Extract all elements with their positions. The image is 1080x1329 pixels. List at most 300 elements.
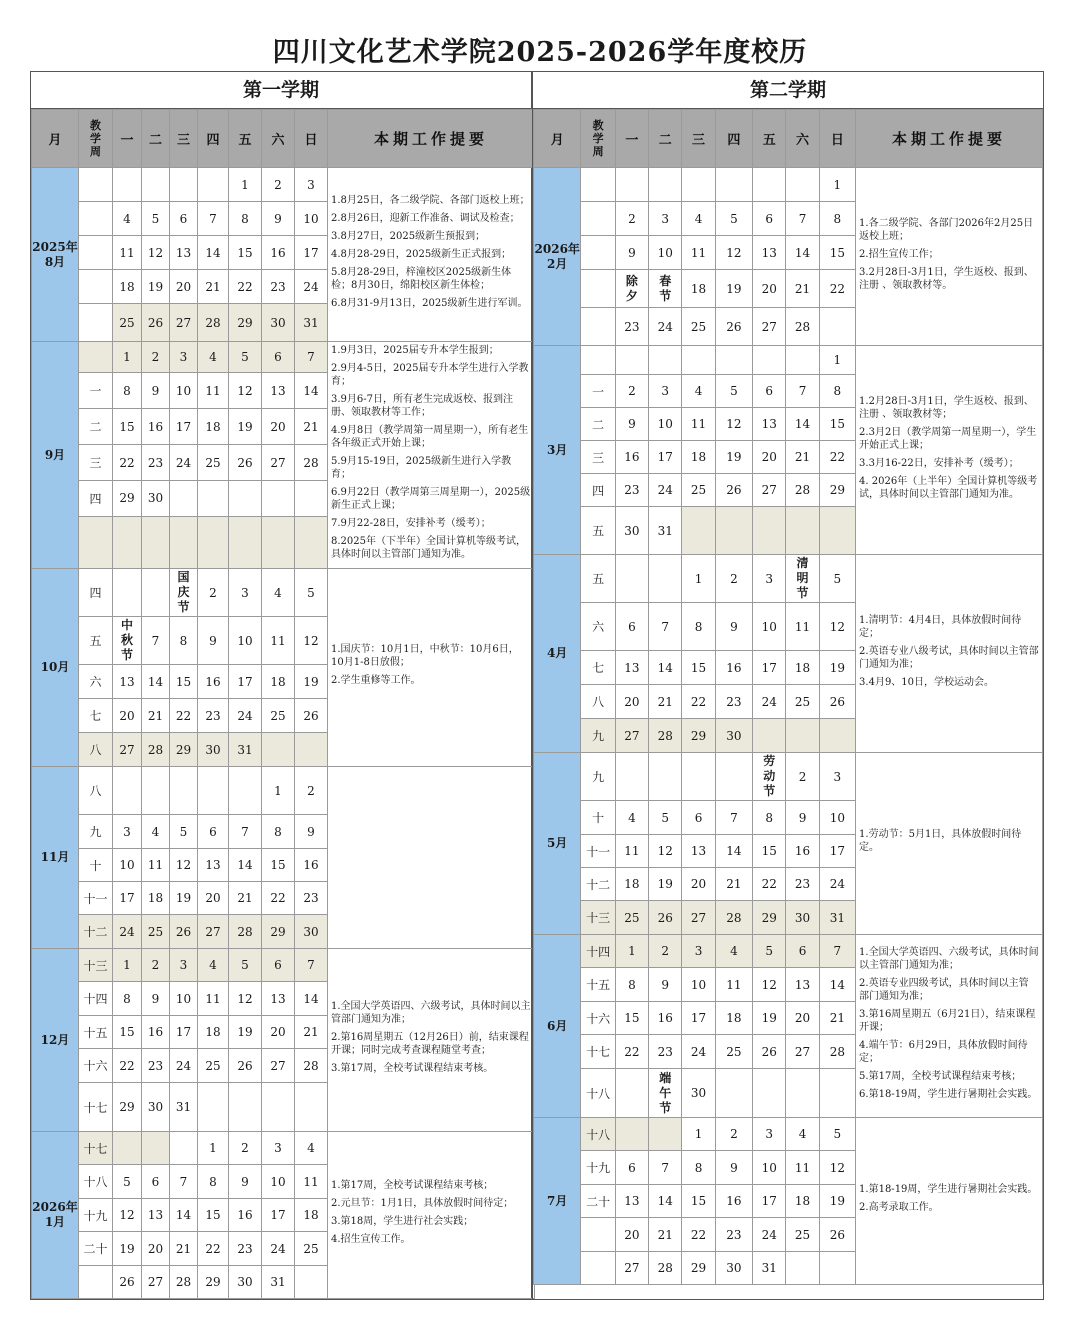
- notes-header: 本期工作提要: [856, 110, 1043, 168]
- weekday-header: 四: [715, 110, 752, 168]
- teaching-week: 十八: [581, 1069, 615, 1118]
- day-cell: 7: [229, 815, 262, 849]
- day-cell: [229, 1083, 262, 1132]
- teaching-week: 十七: [79, 1083, 113, 1132]
- teaching-week: [79, 304, 113, 342]
- day-cell: [113, 767, 142, 815]
- note-item: 2.第16周星期五（12月26日）前，结束课程开课；同时完成考查课程随堂考查；: [331, 1032, 529, 1056]
- day-cell: 9: [142, 373, 170, 409]
- day-cell: 25: [715, 1035, 752, 1069]
- day-cell: 18: [142, 882, 170, 915]
- day-cell: 17: [262, 1199, 295, 1232]
- day-cell: [786, 168, 819, 202]
- day-cell: 29: [170, 733, 198, 767]
- day-cell: [819, 719, 855, 753]
- day-cell: 23: [295, 882, 328, 915]
- week-row: [32, 342, 535, 373]
- day-cell: 29: [682, 1252, 715, 1285]
- day-cell: 2: [615, 202, 648, 236]
- day-cell: 17: [819, 835, 855, 868]
- day-cell: 12: [229, 373, 262, 409]
- day-cell: 26: [229, 1049, 262, 1083]
- day-cell: 22: [753, 868, 786, 901]
- day-cell: 2: [262, 168, 295, 202]
- day-cell: 26: [819, 685, 855, 719]
- day-cell: [113, 569, 142, 617]
- day-cell: 18: [715, 1002, 752, 1035]
- teaching-week: 十一: [581, 835, 615, 868]
- day-cell: 16: [615, 441, 648, 474]
- day-cell: 26: [142, 304, 170, 342]
- work-notes: [856, 346, 1043, 555]
- day-cell: 12: [170, 849, 198, 882]
- day-cell: 3: [753, 1118, 786, 1151]
- weekday-header: 三: [682, 110, 715, 168]
- day-cell: 11: [198, 982, 229, 1016]
- day-cell: 23: [142, 445, 170, 481]
- note-item: 1.国庆节：10月1日，中秋节：10月6日，10月1-8日放假；: [331, 644, 519, 668]
- day-cell: [649, 555, 682, 603]
- teaching-week: [79, 270, 113, 304]
- note-item: 1.第18-19周，学生进行暑期社会实践。: [859, 1184, 1038, 1195]
- day-cell: 12: [295, 617, 328, 665]
- teaching-week: 九: [581, 719, 615, 753]
- calendar-table: [31, 109, 535, 1299]
- day-cell: 11: [262, 617, 295, 665]
- day-cell: 28: [142, 733, 170, 767]
- week-row: [534, 1118, 1043, 1151]
- teaching-week: 十六: [79, 1049, 113, 1083]
- day-cell: 23: [198, 699, 229, 733]
- day-cell: 31: [649, 507, 682, 555]
- day-cell: 21: [295, 1016, 328, 1049]
- day-cell: 15: [682, 651, 715, 685]
- teaching-week: 十四: [581, 935, 615, 968]
- day-cell: [682, 168, 715, 202]
- day-cell: 4: [786, 1118, 819, 1151]
- semester-2: [532, 71, 1044, 1300]
- teaching-week: 八: [79, 733, 113, 767]
- day-cell: [142, 767, 170, 815]
- day-cell: 10: [295, 202, 328, 236]
- day-cell: 15: [819, 236, 855, 270]
- day-cell: [649, 1118, 682, 1151]
- day-cell: 15: [198, 1199, 229, 1232]
- day-cell: [715, 507, 752, 555]
- teaching-week: [79, 236, 113, 270]
- day-cell: 4: [142, 815, 170, 849]
- day-cell: [170, 516, 198, 568]
- day-cell: 11: [786, 1151, 819, 1185]
- day-cell: 18: [295, 1199, 328, 1232]
- day-cell: 14: [198, 236, 229, 270]
- day-cell: 22: [819, 270, 855, 308]
- teaching-week: 一: [581, 375, 615, 408]
- day-cell: 16: [295, 849, 328, 882]
- week-row: [534, 753, 1043, 801]
- day-cell: 11: [615, 835, 648, 868]
- day-cell: 7: [786, 202, 819, 236]
- day-cell: 24: [682, 1035, 715, 1069]
- day-cell: [142, 569, 170, 617]
- day-cell: 11: [295, 1165, 328, 1199]
- day-cell: [198, 168, 229, 202]
- week-header: 教 学 周: [79, 110, 113, 168]
- day-cell: [682, 346, 715, 375]
- day-cell: 19: [819, 651, 855, 685]
- day-cell: 28: [198, 304, 229, 342]
- teaching-week: 十八: [581, 1118, 615, 1151]
- day-cell: [615, 555, 648, 603]
- day-cell: 17: [170, 409, 198, 445]
- day-cell: 15: [753, 835, 786, 868]
- note-item: 2.英语专业四级考试，具体时间以主管 部门通知为准；: [859, 978, 1029, 1002]
- day-cell: [262, 733, 295, 767]
- day-cell: 17: [753, 651, 786, 685]
- teaching-week: 七: [79, 699, 113, 733]
- day-cell: 18: [615, 868, 648, 901]
- day-cell: [649, 753, 682, 801]
- weekday-header: 五: [753, 110, 786, 168]
- weekday-header: 三: [170, 110, 198, 168]
- day-cell: 7: [715, 801, 752, 835]
- day-cell: 20: [753, 441, 786, 474]
- day-cell: 17: [229, 665, 262, 699]
- day-cell: 5: [819, 1118, 855, 1151]
- holiday-cell: 中 秋 节: [113, 617, 142, 665]
- teaching-week: 八: [581, 685, 615, 719]
- day-cell: [753, 346, 786, 375]
- day-cell: 24: [170, 1049, 198, 1083]
- day-cell: 3: [262, 1132, 295, 1165]
- note-item: 1.第17周，全校考试课程结束考核；: [331, 1180, 494, 1191]
- day-cell: 17: [682, 1002, 715, 1035]
- day-cell: [615, 753, 648, 801]
- holiday-cell: 除 夕: [615, 270, 648, 308]
- day-cell: 3: [649, 375, 682, 408]
- day-cell: 28: [786, 474, 819, 507]
- day-cell: [170, 767, 198, 815]
- work-notes: [856, 168, 1043, 346]
- holiday-cell: 清 明 节: [786, 555, 819, 603]
- day-cell: 29: [819, 474, 855, 507]
- work-notes: [856, 555, 1043, 753]
- day-cell: 23: [715, 1218, 752, 1252]
- day-cell: 18: [198, 1016, 229, 1049]
- day-cell: 14: [170, 1199, 198, 1232]
- day-cell: [715, 1069, 752, 1118]
- day-cell: [819, 507, 855, 555]
- teaching-week: 七: [581, 651, 615, 685]
- teaching-week: 十一: [79, 882, 113, 915]
- teaching-week: 一: [79, 373, 113, 409]
- day-cell: 6: [262, 949, 295, 982]
- teaching-week: 十五: [79, 1016, 113, 1049]
- day-cell: 21: [170, 1232, 198, 1266]
- day-cell: 26: [715, 474, 752, 507]
- day-cell: [615, 346, 648, 375]
- month-label: 12月: [32, 949, 79, 1132]
- day-cell: [753, 168, 786, 202]
- day-cell: 18: [682, 441, 715, 474]
- day-cell: 30: [229, 1266, 262, 1299]
- day-cell: 22: [198, 1232, 229, 1266]
- day-cell: [113, 516, 142, 568]
- teaching-week: [581, 236, 615, 270]
- day-cell: [715, 168, 752, 202]
- day-cell: 13: [615, 651, 648, 685]
- day-cell: 6: [753, 202, 786, 236]
- day-cell: 6: [170, 202, 198, 236]
- day-cell: 3: [682, 935, 715, 968]
- day-cell: 9: [198, 617, 229, 665]
- day-cell: 30: [715, 1252, 752, 1285]
- teaching-week: 十四: [79, 982, 113, 1016]
- day-cell: 9: [615, 236, 648, 270]
- day-cell: 21: [198, 270, 229, 304]
- day-cell: 23: [786, 868, 819, 901]
- day-cell: 3: [819, 753, 855, 801]
- teaching-week: 五: [581, 555, 615, 603]
- day-cell: 27: [113, 733, 142, 767]
- day-cell: 23: [142, 1049, 170, 1083]
- note-item: 4.9月8日（教学周第一周星期一），所有老生各年级正式开始上课；: [331, 425, 529, 449]
- semester-title: 第二学期: [533, 72, 1043, 109]
- day-cell: 17: [113, 882, 142, 915]
- day-cell: 27: [142, 1266, 170, 1299]
- weekday-header: 六: [786, 110, 819, 168]
- day-cell: 22: [262, 882, 295, 915]
- day-cell: 6: [615, 603, 648, 651]
- day-cell: 12: [142, 236, 170, 270]
- day-cell: [170, 168, 198, 202]
- day-cell: 22: [819, 441, 855, 474]
- day-cell: [229, 516, 262, 568]
- note-item: 1.2月28日-3月1日，学生返校、报到、注册 、领取教材等；: [859, 395, 1034, 420]
- day-cell: 13: [753, 236, 786, 270]
- month-label: 2025年 8月: [32, 168, 79, 342]
- day-cell: 29: [198, 1266, 229, 1299]
- note-item: 6.8月31-9月13日，2025级新生进行军训。: [331, 298, 528, 309]
- day-cell: [615, 168, 648, 202]
- day-cell: 24: [295, 270, 328, 304]
- work-notes: [856, 935, 1043, 1118]
- day-cell: 2: [295, 767, 328, 815]
- day-cell: 26: [753, 1035, 786, 1069]
- day-cell: 26: [295, 699, 328, 733]
- day-cell: 14: [786, 408, 819, 441]
- teaching-week: 九: [79, 815, 113, 849]
- day-cell: 1: [615, 935, 648, 968]
- day-cell: 3: [753, 555, 786, 603]
- day-cell: 4: [715, 935, 752, 968]
- teaching-week: [581, 168, 615, 202]
- teaching-week: 十: [79, 849, 113, 882]
- day-cell: 24: [170, 445, 198, 481]
- day-cell: 10: [170, 373, 198, 409]
- teaching-week: 十二: [79, 915, 113, 949]
- day-cell: [113, 1132, 142, 1165]
- work-notes: [328, 767, 535, 949]
- day-cell: 14: [142, 665, 170, 699]
- note-item: 3.第17周，全校考试课程结束考核。: [331, 1063, 494, 1074]
- calendar: [30, 71, 1044, 1300]
- day-cell: 14: [819, 968, 855, 1002]
- day-cell: 20: [615, 1218, 648, 1252]
- day-cell: 15: [819, 408, 855, 441]
- day-cell: [262, 480, 295, 516]
- day-cell: 10: [262, 1165, 295, 1199]
- day-cell: 13: [142, 1199, 170, 1232]
- day-cell: [715, 753, 752, 801]
- day-cell: 1: [819, 346, 855, 375]
- day-cell: 19: [142, 270, 170, 304]
- week-row: [32, 1132, 535, 1165]
- day-cell: 10: [170, 982, 198, 1016]
- teaching-week: [581, 346, 615, 375]
- day-cell: 14: [649, 1185, 682, 1218]
- teaching-week: 四: [581, 474, 615, 507]
- day-cell: 22: [113, 1049, 142, 1083]
- semester-container: [30, 71, 1044, 1300]
- day-cell: 22: [615, 1035, 648, 1069]
- day-cell: [786, 1252, 819, 1285]
- day-cell: 3: [295, 168, 328, 202]
- day-cell: 12: [715, 408, 752, 441]
- day-cell: [819, 308, 855, 346]
- day-cell: 1: [819, 168, 855, 202]
- day-cell: 21: [786, 270, 819, 308]
- day-cell: 21: [142, 699, 170, 733]
- day-cell: 21: [649, 1218, 682, 1252]
- day-cell: 24: [262, 1232, 295, 1266]
- day-cell: 30: [198, 733, 229, 767]
- day-cell: 9: [262, 202, 295, 236]
- note-item: 5.第17周，全校考试课程结束考核；: [859, 1071, 1022, 1082]
- work-notes: [856, 753, 1043, 935]
- day-cell: 3: [170, 342, 198, 373]
- day-cell: 8: [113, 982, 142, 1016]
- month-label: 10月: [32, 569, 79, 767]
- day-cell: 17: [649, 441, 682, 474]
- day-cell: [295, 1266, 328, 1299]
- day-cell: [786, 346, 819, 375]
- day-cell: 24: [753, 1218, 786, 1252]
- weekday-header: 五: [229, 110, 262, 168]
- day-cell: [649, 346, 682, 375]
- day-cell: 20: [113, 699, 142, 733]
- day-cell: 21: [229, 882, 262, 915]
- teaching-week: 四: [79, 480, 113, 516]
- teaching-week: 二十: [79, 1232, 113, 1266]
- day-cell: 16: [262, 236, 295, 270]
- teaching-week: [79, 168, 113, 202]
- day-cell: 14: [715, 835, 752, 868]
- day-cell: [753, 719, 786, 753]
- month-label: 9月: [32, 342, 79, 569]
- day-cell: 29: [682, 719, 715, 753]
- day-cell: 6: [198, 815, 229, 849]
- day-cell: 10: [753, 603, 786, 651]
- day-cell: 8: [819, 375, 855, 408]
- day-cell: 13: [615, 1185, 648, 1218]
- day-cell: 28: [649, 1252, 682, 1285]
- day-cell: 7: [295, 949, 328, 982]
- day-cell: 21: [715, 868, 752, 901]
- day-cell: 27: [786, 1035, 819, 1069]
- holiday-cell: 国 庆 节: [170, 569, 198, 617]
- day-cell: 26: [113, 1266, 142, 1299]
- teaching-week: [581, 270, 615, 308]
- note-item: 1.全国大学英语四、六级考试，具体时间以主管部门通知为准；: [859, 947, 1039, 971]
- work-notes: [328, 1132, 535, 1299]
- day-cell: 27: [262, 445, 295, 481]
- teaching-week: [581, 1218, 615, 1252]
- day-cell: 28: [786, 308, 819, 346]
- holiday-cell: 劳 动 节: [753, 753, 786, 801]
- day-cell: 7: [170, 1165, 198, 1199]
- week-row: [32, 949, 535, 982]
- day-cell: 8: [682, 603, 715, 651]
- day-cell: [113, 168, 142, 202]
- day-cell: 13: [170, 236, 198, 270]
- day-cell: 12: [715, 236, 752, 270]
- day-cell: 2: [786, 753, 819, 801]
- day-cell: 10: [113, 849, 142, 882]
- note-item: 2.英语专业八级考试，具体时间以主管部门通知为准；: [859, 645, 1039, 670]
- day-cell: 21: [786, 441, 819, 474]
- day-cell: 19: [753, 1002, 786, 1035]
- day-cell: 9: [229, 1165, 262, 1199]
- day-cell: 9: [786, 801, 819, 835]
- day-cell: 11: [786, 603, 819, 651]
- day-cell: 7: [295, 342, 328, 373]
- teaching-week: 十五: [581, 968, 615, 1002]
- day-cell: 8: [262, 815, 295, 849]
- day-cell: 7: [198, 202, 229, 236]
- day-cell: 21: [295, 409, 328, 445]
- day-cell: 8: [229, 202, 262, 236]
- teaching-week: 十八: [79, 1165, 113, 1199]
- day-cell: 15: [229, 236, 262, 270]
- week-header: 教 学 周: [581, 110, 615, 168]
- day-cell: 8: [753, 801, 786, 835]
- day-cell: [295, 1083, 328, 1132]
- teaching-week: 十七: [79, 1132, 113, 1165]
- day-cell: 28: [295, 1049, 328, 1083]
- day-cell: 29: [229, 304, 262, 342]
- note-item: 1.清明节：4月4日，具体放假时间待定；: [859, 614, 1022, 639]
- day-cell: [198, 767, 229, 815]
- day-cell: 10: [649, 408, 682, 441]
- work-notes: [856, 1118, 1043, 1285]
- day-cell: 5: [753, 935, 786, 968]
- day-cell: 31: [229, 733, 262, 767]
- day-cell: 14: [786, 236, 819, 270]
- day-cell: 21: [649, 685, 682, 719]
- note-item: 2.3月2日（教学周第一周星期一），学生开始正式上课；: [859, 426, 1037, 451]
- day-cell: 30: [615, 507, 648, 555]
- day-cell: 23: [715, 685, 752, 719]
- day-cell: 5: [142, 202, 170, 236]
- day-cell: 10: [819, 801, 855, 835]
- note-item: 2.9月4-5日，2025届专升本学生进行入学教育；: [331, 363, 529, 387]
- teaching-week: 三: [581, 441, 615, 474]
- day-cell: 24: [229, 699, 262, 733]
- day-cell: 19: [819, 1185, 855, 1218]
- day-cell: 4: [113, 202, 142, 236]
- note-item: 4.端午节：6月29日，具体放假时间待定；: [859, 1040, 1028, 1064]
